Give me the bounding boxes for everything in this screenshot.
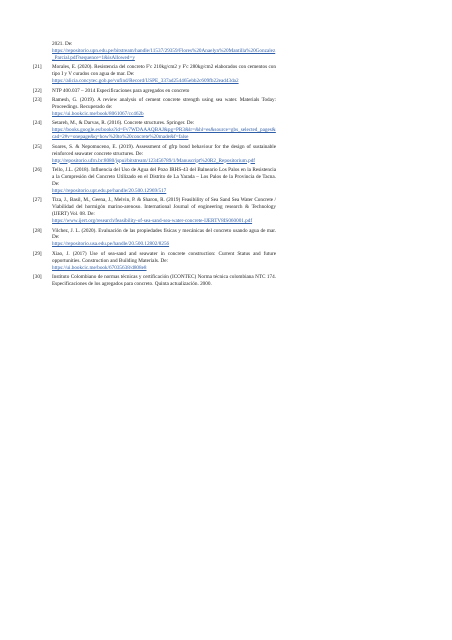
- reference-body: [52, 274, 276, 288]
- reference-text: Setareh, M., & Darvas, R. (2016). Concrete structures. Springer. De:: [52, 120, 195, 127]
- reference-url-link[interactable]: https://repositorio.usa.edu.pe/handle/20.500.12802/8256: [52, 241, 170, 248]
- reference-body: [52, 251, 276, 272]
- reference-number: [24]: [33, 120, 42, 127]
- reference-entry: [33, 251, 276, 272]
- reference-url-link[interactable]: https://www.ijert.org/research/feasibility-of-sea-sand-sea-water-concrete-IJERTV8IS060001.pdf: [52, 218, 253, 224]
- reference-url-link[interactable]: https://repositorio.upn.edu.pe/bitstream/handle/11537/29359/Flores%20Anaelyn%20Mantilla%20Gonzalez_Parcial.pdf?sequence=1&isAllowed=y: [52, 47, 276, 61]
- reference-url-link[interactable]: https://ui.bookcic.me/book/8061067/cc462b: [52, 110, 144, 117]
- reference-text: Morales, E. (2020). Resistencia del concreto F'c 210kg/cm2 y F'c 280kg/cm2 elaborados con cementos con tipo I y V curados con agua de mar. De:: [52, 64, 276, 78]
- reference-entry: [33, 228, 276, 249]
- reference-number: [25]: [33, 143, 42, 150]
- reference-number: [33, 41, 52, 62]
- reference-text: Ramesh, G. (2019). A review analysis of cement concrete strength using sea water. Materials Today: Proceedings. Recuperado de:: [52, 97, 276, 111]
- reference-number: [26]: [33, 167, 42, 174]
- reference-body: [52, 167, 276, 195]
- reference-text: Xiao, J. (2017) Use of sea-sand and seawater in concrete construction: Current Status and future opportunities. Construction and Building Materials. De:: [52, 250, 276, 264]
- reference-entry: [33, 144, 276, 165]
- reference-entry: [33, 120, 276, 141]
- reference-url-link[interactable]: https://repositorio.upt.edu.pe/handle/20.500.12969/517: [52, 187, 167, 194]
- reference-text: 2021. De:: [52, 41, 73, 47]
- reference-number: [28]: [33, 227, 42, 234]
- reference-body: [52, 41, 276, 62]
- reference-url-link[interactable]: https://ui.bookcic.me/book/67035638/d808e8: [52, 264, 147, 271]
- reference-text: Vilchez, J. L. (2020). Evaluación de las propiedades físicas y mecánicas del concreto usando agua de mar. De:: [52, 227, 276, 241]
- reference-number: [27]: [33, 197, 42, 204]
- reference-text: Tello, J.L. (2018). Influencia del Uso de Agua del Pozo IRHS-43 del Balneario Los Palos en la Resistencia a la Compresión del Concreto Utilizado en el Distrito de La Yarada – Los Palos de la Provincia de Tacna. De:: [52, 167, 276, 187]
- reference-entry: [33, 88, 276, 95]
- reference-body: [52, 197, 276, 225]
- reference-entry: [33, 167, 276, 195]
- reference-body: [52, 64, 276, 85]
- reference-text: Instituto Colombiano de normas técnicas y certificación (ICONTEC) Norma técnica colombiana NTC 174. Especificaciones de los agregados para concreto. Quinta actualización. 2000.: [52, 274, 276, 288]
- reference-body: [52, 97, 276, 118]
- reference-entry: [33, 64, 276, 85]
- reference-body: [52, 228, 276, 249]
- reference-number: [23]: [33, 97, 42, 104]
- reference-url-link[interactable]: https://alicia.concytec.gob.pe/vufind/Record/USPE_337ad254465ebb2c609fb22ead43da2: [52, 78, 239, 85]
- reference-number: [21]: [33, 64, 42, 71]
- reference-number: [29]: [33, 250, 42, 257]
- reference-url-link[interactable]: https://books.google.es/books?id=Fv7WDAAAQBAJ&pg=PR3&lr=&hl=es&source=gbs_selected_pages&cad=2#v=onepage&q=how%20to%20concrete%20made&f=false: [52, 127, 276, 141]
- reference-url-link[interactable]: http://repositorio.ufrn.br:8080/jspui/bitstream/123456789/1/Manuscript%20R2_Repositorium.pdf: [52, 157, 256, 164]
- reference-text: NTP 400.037 – 2014 Especificaciones para agregados en concreto: [52, 87, 190, 94]
- reference-entry: [33, 41, 276, 62]
- reference-list: [33, 41, 276, 291]
- reference-entry: [33, 274, 276, 288]
- reference-body: [52, 144, 276, 165]
- reference-number: [30]: [33, 274, 42, 281]
- reference-entry: [33, 97, 276, 118]
- reference-number: [22]: [33, 87, 42, 94]
- reference-body: [52, 120, 276, 141]
- reference-entry: [33, 197, 276, 225]
- reference-body: [52, 88, 276, 95]
- reference-text: Soares, S. & Nepomuceno, E. (2019). Assessment of gfrp bond behaviour for the design of sustainable reinforced seawater concrete structures. De:: [52, 143, 276, 157]
- reference-text: Tiza, J., Basil, M., Geena, J., Melvin, P. & Sharon, R. (2019) Feasibility of Sea Sand Sea Water Concrete / Viabilidad del hormigón marino-arenoso. International Journal of engineering research & Technology (IJERT) Vol. 08. De:: [52, 197, 276, 218]
